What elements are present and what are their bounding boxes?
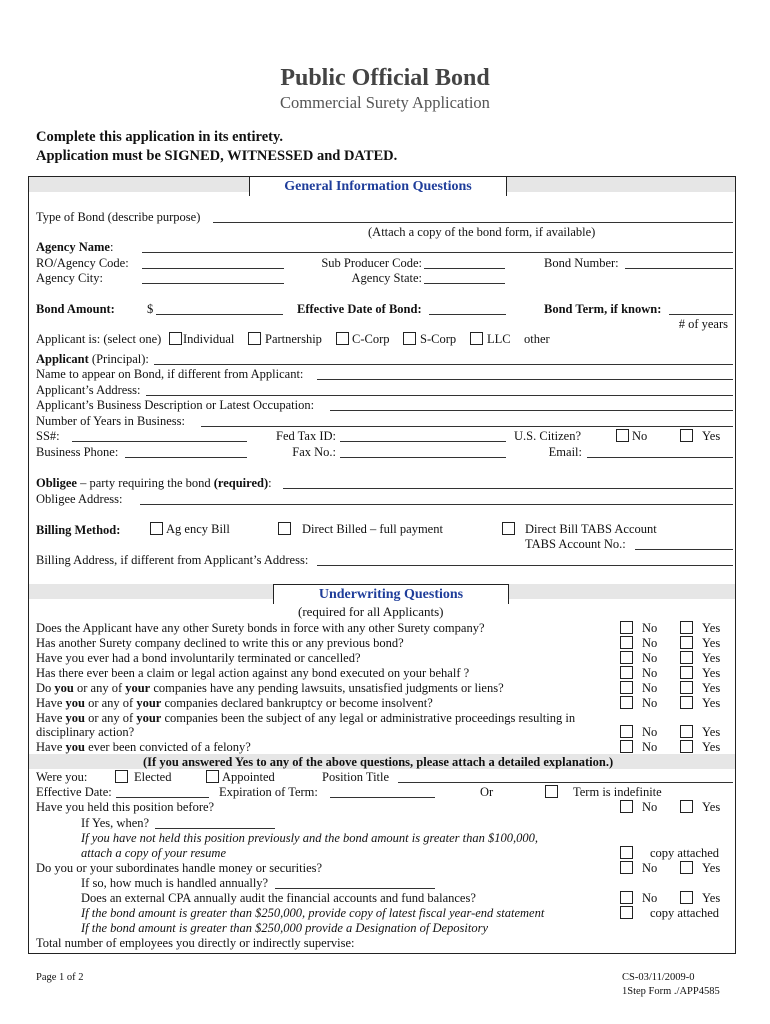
- bond-number-field[interactable]: [625, 268, 733, 269]
- obligee-field[interactable]: [283, 488, 733, 489]
- were-you-label: Were you:: [36, 770, 88, 784]
- q1-yes-checkbox[interactable]: [680, 621, 693, 634]
- q2-no-label: No: [642, 636, 658, 650]
- q4-yes-label: Yes: [702, 666, 721, 680]
- explanation-note: (If you answered Yes to any of the above questions, please attach a detailed explanation.): [143, 755, 614, 769]
- q8-no-checkbox[interactable]: [620, 740, 633, 753]
- question-8: Have you ever been convicted of a felony?: [36, 740, 251, 754]
- us-citizen-no-checkbox[interactable]: [616, 429, 629, 442]
- ro-agency-code-label: RO/Agency Code:: [36, 256, 129, 270]
- q7-no-checkbox[interactable]: [620, 725, 633, 738]
- applicant-label: Applicant (Principal):: [36, 352, 149, 366]
- dollar-sign: $: [147, 302, 154, 316]
- cpa-audit-no-checkbox[interactable]: [620, 891, 633, 904]
- form-subtitle: Commercial Surety Application: [280, 93, 490, 112]
- email-label: Email:: [548, 445, 582, 459]
- agency-state-field[interactable]: [424, 283, 505, 284]
- obligee-address-field[interactable]: [140, 504, 733, 505]
- years-in-business-label: Number of Years in Business:: [36, 414, 185, 428]
- agency-bill-checkbox[interactable]: [150, 522, 163, 535]
- fiscal-copy-attached-label: copy attached: [650, 906, 720, 920]
- held-before-label: Have you held this position before?: [36, 800, 215, 814]
- type-of-bond-label: Type of Bond (describe purpose): [36, 210, 201, 224]
- us-citizen-label: U.S. Citizen?: [514, 429, 582, 443]
- us-citizen-no-label: No: [632, 429, 648, 443]
- bond-amount-field[interactable]: [156, 314, 283, 315]
- sub-producer-code-label: Sub Producer Code:: [321, 256, 422, 270]
- us-citizen-yes-label: Yes: [702, 429, 721, 443]
- subordinates-no-checkbox[interactable]: [620, 861, 633, 874]
- if-yes-when-label: If Yes, when?: [81, 816, 150, 830]
- individual-checkbox[interactable]: [169, 332, 182, 345]
- s-corp-label: S-Corp: [420, 332, 457, 346]
- direct-billed-checkbox[interactable]: [278, 522, 291, 535]
- q7-yes-checkbox[interactable]: [680, 725, 693, 738]
- billing-method-label: Billing Method:: [36, 523, 121, 537]
- bond-amount-label: Bond Amount:: [36, 302, 115, 316]
- resume-note-2: attach a copy of your resume: [81, 846, 226, 860]
- years-in-business-field[interactable]: [201, 426, 733, 427]
- or-label: Or: [480, 785, 494, 799]
- resume-note-1: If you have not held this position previously and the bond amount is greater than $100,000,: [81, 831, 539, 845]
- q5-yes-checkbox[interactable]: [680, 681, 693, 694]
- ss-label: SS#:: [36, 429, 60, 443]
- tabs-account-no-field[interactable]: [635, 549, 733, 550]
- form-code: CS-03/11/2009-0: [622, 972, 695, 983]
- question-2: Has another Surety company declined to write this or any previous bond?: [36, 636, 404, 650]
- appointed-checkbox[interactable]: [206, 770, 219, 783]
- q5-no-checkbox[interactable]: [620, 681, 633, 694]
- effective-date-of-bond-field[interactable]: [429, 314, 506, 315]
- held-before-no-label: No: [642, 800, 658, 814]
- appointed-label: Appointed: [222, 770, 275, 784]
- general-info-heading: General Information Questions: [249, 176, 507, 196]
- term-indefinite-label: Term is indefinite: [573, 785, 662, 799]
- subordinates-yes-checkbox[interactable]: [680, 861, 693, 874]
- question-6: Have you or any of your companies declared bankruptcy or become insolvent?: [36, 696, 433, 710]
- llc-label: LLC: [487, 332, 511, 346]
- q4-yes-checkbox[interactable]: [680, 666, 693, 679]
- llc-checkbox[interactable]: [470, 332, 483, 345]
- fiscal-note: If the bond amount is greater than $250,000, provide copy of latest fiscal year-end statement: [81, 906, 545, 920]
- ro-agency-code-field[interactable]: [142, 268, 284, 269]
- question-3: Have you ever had a bond involuntarily terminated or cancelled?: [36, 651, 361, 665]
- applicant-address-field[interactable]: [146, 395, 733, 396]
- q3-yes-checkbox[interactable]: [680, 651, 693, 664]
- fax-no-label: Fax No.:: [292, 445, 336, 459]
- direct-bill-tabs-label: Direct Bill TABS Account: [525, 522, 657, 536]
- underwriting-heading: Underwriting Questions: [273, 584, 509, 604]
- elected-label: Elected: [134, 770, 172, 784]
- required-note: (required for all Applicants): [298, 604, 444, 619]
- q7-no-label: No: [642, 725, 658, 739]
- q5-no-label: No: [642, 681, 658, 695]
- bond-number-label: Bond Number:: [544, 256, 619, 270]
- term-indefinite-checkbox[interactable]: [545, 785, 558, 798]
- question-5: Do you or any of your companies have any pending lawsuits, unsatisfied judgments or liens?: [36, 681, 504, 695]
- billing-address-label: Billing Address, if different from Applicant’s Address:: [36, 553, 309, 567]
- applicant-is-label: Applicant is: (select one): [36, 332, 162, 346]
- q6-no-checkbox[interactable]: [620, 696, 633, 709]
- resume-copy-attached-checkbox[interactable]: [620, 846, 633, 859]
- effective-date-field[interactable]: [116, 797, 209, 798]
- agency-bill-label: Ag ency Bill: [166, 522, 230, 536]
- us-citizen-yes-checkbox[interactable]: [680, 429, 693, 442]
- attach-note: (Attach a copy of the bond form, if available): [368, 225, 596, 239]
- depository-note: If the bond amount is greater than $250,000 provide a Designation of Depository: [81, 921, 489, 935]
- q5-yes-label: Yes: [702, 681, 721, 695]
- subordinates-label: Do you or your subordinates handle money or securities?: [36, 861, 323, 875]
- expiration-of-term-label: Expiration of Term:: [219, 785, 318, 799]
- position-title-field[interactable]: [398, 782, 733, 783]
- q1-no-label: No: [642, 621, 658, 635]
- subordinates-yes-label: Yes: [702, 861, 721, 875]
- business-phone-label: Business Phone:: [36, 445, 119, 459]
- intro-line-1: Complete this application in its entirety.: [36, 129, 284, 145]
- applicant-field[interactable]: [154, 364, 733, 365]
- q3-yes-label: Yes: [702, 651, 721, 665]
- individual-label: Individual: [183, 332, 235, 346]
- page-number: Page 1 of 2: [36, 972, 84, 983]
- expiration-of-term-field[interactable]: [330, 797, 435, 798]
- q1-yes-label: Yes: [702, 621, 721, 635]
- held-before-no-checkbox[interactable]: [620, 800, 633, 813]
- partnership-checkbox[interactable]: [248, 332, 261, 345]
- q2-no-checkbox[interactable]: [620, 636, 633, 649]
- how-much-field[interactable]: [275, 888, 435, 889]
- effective-date-label: Effective Date:: [36, 785, 112, 799]
- q2-yes-label: Yes: [702, 636, 721, 650]
- bond-term-field[interactable]: [669, 314, 733, 315]
- q1-no-checkbox[interactable]: [620, 621, 633, 634]
- q4-no-checkbox[interactable]: [620, 666, 633, 679]
- effective-date-of-bond-label: Effective Date of Bond:: [297, 302, 422, 316]
- business-description-label: Applicant’s Business Description or Latest Occupation:: [36, 398, 315, 412]
- held-before-yes-label: Yes: [702, 800, 721, 814]
- bond-term-label: Bond Term, if known:: [544, 302, 662, 316]
- fiscal-copy-attached-checkbox[interactable]: [620, 906, 633, 919]
- if-yes-when-field[interactable]: [155, 828, 275, 829]
- fax-no-field[interactable]: [340, 457, 506, 458]
- form-id: 1Step Form ./APP4585: [622, 986, 720, 997]
- agency-name-field[interactable]: [142, 252, 733, 253]
- q3-no-label: No: [642, 651, 658, 665]
- q2-yes-checkbox[interactable]: [680, 636, 693, 649]
- held-before-yes-checkbox[interactable]: [680, 800, 693, 813]
- agency-city-field[interactable]: [142, 283, 284, 284]
- q7-yes-label: Yes: [702, 725, 721, 739]
- agency-city-label: Agency City:: [36, 271, 104, 285]
- type-of-bond-field[interactable]: [213, 222, 733, 223]
- agency-state-label: Agency State:: [351, 271, 422, 285]
- s-corp-checkbox[interactable]: [403, 332, 416, 345]
- question-4: Has there ever been a claim or legal action against any bond executed on your behalf ?: [36, 666, 470, 680]
- resume-copy-attached-label: copy attached: [650, 846, 720, 860]
- years-note: # of years: [678, 317, 728, 331]
- q6-yes-checkbox[interactable]: [680, 696, 693, 709]
- q8-no-label: No: [642, 740, 658, 754]
- ss-field[interactable]: [72, 441, 247, 442]
- name-on-bond-field[interactable]: [317, 379, 733, 380]
- position-title-label: Position Title: [322, 770, 390, 784]
- c-corp-label: C-Corp: [352, 332, 390, 346]
- cpa-audit-label: Does an external CPA annually audit the financial accounts and fund balances?: [81, 891, 476, 905]
- obligee-label: Obligee – party requiring the bond (required):: [36, 476, 272, 490]
- question-7-continued: disciplinary action?: [36, 725, 135, 739]
- question-7: Have you or any of your companies been the subject of any legal or administrative proceedings resulting in: [36, 711, 576, 725]
- q8-yes-label: Yes: [702, 740, 721, 754]
- c-corp-checkbox[interactable]: [336, 332, 349, 345]
- direct-bill-tabs-checkbox[interactable]: [502, 522, 515, 535]
- applicant-address-label: Applicant’s Address:: [36, 383, 141, 397]
- business-description-field[interactable]: [330, 410, 733, 411]
- name-on-bond-label: Name to appear on Bond, if different from Applicant:: [36, 367, 304, 381]
- how-much-label: If so, how much is handled annually?: [81, 876, 269, 890]
- intro-line-2: Application must be SIGNED, WITNESSED and DATED.: [36, 148, 398, 164]
- question-1: Does the Applicant have any other Surety bonds in force with any other Surety company?: [36, 621, 485, 635]
- q4-no-label: No: [642, 666, 658, 680]
- elected-checkbox[interactable]: [115, 770, 128, 783]
- email-field[interactable]: [587, 457, 733, 458]
- subordinates-no-label: No: [642, 861, 658, 875]
- business-phone-field[interactable]: [125, 457, 247, 458]
- employees-label: Total number of employees you directly or indirectly supervise:: [36, 936, 355, 950]
- q3-no-checkbox[interactable]: [620, 651, 633, 664]
- other-label: other: [524, 332, 550, 346]
- cpa-audit-no-label: No: [642, 891, 658, 905]
- q6-no-label: No: [642, 696, 658, 710]
- fed-tax-id-field[interactable]: [340, 441, 506, 442]
- cpa-audit-yes-label: Yes: [702, 891, 721, 905]
- sub-producer-code-field[interactable]: [424, 268, 505, 269]
- partnership-label: Partnership: [265, 332, 322, 346]
- q8-yes-checkbox[interactable]: [680, 740, 693, 753]
- direct-billed-label: Direct Billed – full payment: [302, 522, 443, 536]
- billing-address-field[interactable]: [317, 565, 733, 566]
- fed-tax-id-label: Fed Tax ID:: [276, 429, 336, 443]
- tabs-account-no-label: TABS Account No.:: [525, 537, 626, 551]
- q6-yes-label: Yes: [702, 696, 721, 710]
- form-title: Public Official Bond: [280, 65, 490, 91]
- agency-name-label: Agency Name:: [36, 240, 114, 254]
- cpa-audit-yes-checkbox[interactable]: [680, 891, 693, 904]
- obligee-address-label: Obligee Address:: [36, 492, 123, 506]
